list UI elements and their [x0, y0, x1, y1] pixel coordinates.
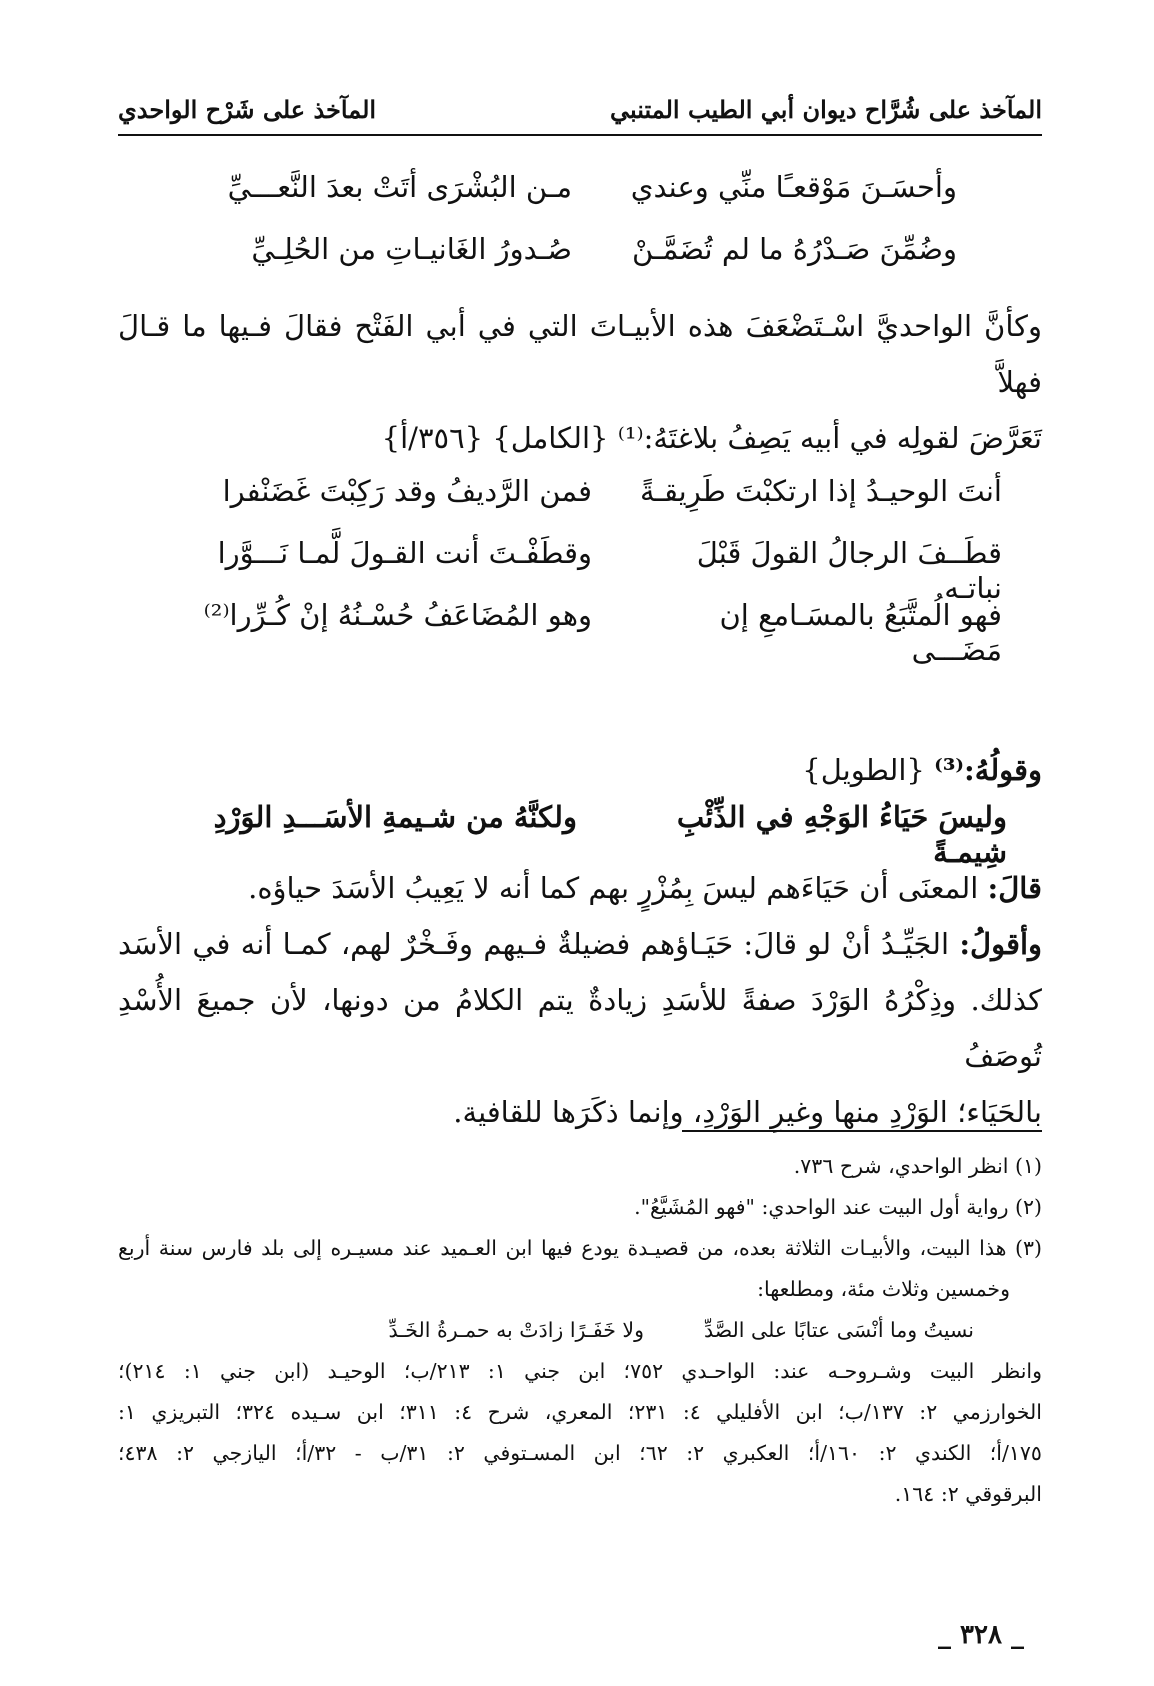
footnote-1: (١) انظر الواحدي، شرح ٧٣٦. [793, 1154, 1042, 1178]
footnote-verse [118, 1310, 1042, 1351]
footnote-verse-second: ولا خَفَـرًا زادَتْ به حمـرةُ الخَـدِّ [388, 1318, 644, 1342]
footnote-3-line: ١٧٥/أ؛ الكندي ٢: ١٦٠/أ؛ العكبري ٢: ٦٢؛ ابن المسـتوفي ٢: ٣١/ب - ٣٢/أ؛ اليازجي ٢: ٤٣٨؛ [118, 1441, 1042, 1465]
verse-hemistich-second: مـن البُشْرَى أتَتْ بعدَ النَّعـــيِّ [227, 170, 572, 204]
intro-label: وقولُهُ:⁽³⁾ [934, 753, 1042, 787]
verse-line [118, 598, 1002, 667]
verse-line [118, 170, 957, 232]
verse-line-tawil [118, 800, 1042, 869]
verse-hemistich-first: فهو الُمتَّبَعُ بالمسَـامعِ إن مَضَـــى [719, 598, 1002, 667]
paragraph-intro-kamil [118, 298, 1042, 466]
prose-line: وكأنَّ الواحديَّ اسْـتَضْعَفَ هذه الأبيـاتَ التي في أبي الفَتْح فقالَ فـيها ما قـالَ فهلاَّ [118, 309, 1042, 399]
verse-hemistich-first: وضُمِّنَ صَـدْرُهُ ما لم تُضَمَّـنْ [632, 232, 957, 266]
footnote-divider [682, 1130, 1042, 1132]
prose-line [118, 916, 1042, 972]
verse-hemistich-second: ولكنَّهُ من شـيمةِ الأسَـــدِ الوَرْدِ [213, 800, 577, 834]
footnote-3-line: الخوارزمي ٢: ١٣٧/ب؛ ابن الأفليلي ٤: ٢٣١؛ المعري، شرح ٤: ٣١١؛ ابن سـيده ٣٢٤؛ التبريزي ١: [118, 1400, 1042, 1424]
footnote-verse-first: نسيتُ وما أنْسَى عتابًا على الصَّدِّ [704, 1318, 974, 1342]
verse-group-top [118, 170, 1042, 294]
verse-hemistich-first: قطَــفَ الرجالُ القولَ قَبْلَ نباتـه [696, 536, 1002, 605]
verse-hemistich-first: وأحسَـنَ مَوْقعـًا منِّي وعندي [630, 170, 957, 204]
verse-line [118, 474, 1002, 536]
intro-tawil [118, 742, 1042, 798]
footnote-3-line: البرقوقي ٢: ١٦٤. [894, 1482, 1042, 1506]
footnote-3-line: وخمسين وثلاث مئة، ومطلعها: [757, 1277, 1010, 1301]
verse-line [118, 536, 1002, 605]
header-section-title: المآخذ على شَرْح الواحدي [118, 94, 377, 124]
footnote-list [118, 1146, 1042, 1515]
verse-hemistich-second: فمن الرَّديفُ وقد رَكِبْتَ غَضَنْفرا [222, 474, 592, 508]
verse-hemistich-first: وليسَ حَيَاءُ الوَجْهِ في الذِّئْبِ شِيمـةً [676, 800, 1007, 869]
verse-hemistich-first: أنتَ الوحيـدُ إذا ارتكبْتَ طَرِيقـةً [639, 474, 1002, 508]
prose-line: تَعَرَّضَ لقولِه في أبيه يَصِفُ بلاغتَهُ:⁽¹⁾ {الكامل} {٣٥٦/أ} [381, 421, 1042, 455]
footnotes [118, 1130, 1042, 1515]
footnote-2: (٢) رواية أول البيت عند الواحدي: "فهو المُشَيَّعُ". [634, 1195, 1042, 1219]
qala-label: قالَ: [987, 871, 1042, 905]
page-number: _ ٣٢٨ _ [937, 1620, 1024, 1650]
verse-hemistich-second: صُـدورُ الغَانيـاتِ من الحُلِـيِّ [251, 232, 572, 266]
verse-hemistich-second: وهو المُضَاعَفُ حُسْـنُهُ إنْ كُـرِّرا⁽²⁾ [203, 598, 592, 632]
qala-paragraph [118, 860, 1042, 916]
prose-line: كذلك. وذِكْرُهُ الوَرْدَ صفةً للأسَدِ زيادةٌ يتم الكلامُ من دونها، لأن جميعَ الأُسْدِ تُوصَفُ [118, 983, 1042, 1073]
running-header [118, 84, 1042, 136]
verse-group-kamil [118, 474, 1042, 667]
verse-hemistich-second: وقطَفْـتَ أنت القـولَ لَّمـا نَـــوَّرا [217, 536, 592, 570]
footnote-3-line: وانظر البيت وشـروحـه عند: الواحـدي ٧٥٢؛ ابن جني ١: ٢١٣/ب؛ الوحيـد (ابن جني ١: ٢١٤)؛ [118, 1359, 1042, 1383]
aqulu-text: الجَيِّـدُ أنْ لو قالَ: حَيَـاؤهم فضيلةٌ فـيهم وفَـخْرٌ لهم، كمـا أنه في الأسَد [118, 927, 950, 961]
prose-line: بالحَيَاء؛ الوَرْدِ منها وغيرِ الوَرْدِ، وإنما ذكَرَها للقافية. [453, 1095, 1042, 1129]
footnote-3-line: (٣) هذا البيت، والأبيـات الثلاثة بعده، من قصيـدة يودع فيها ابن العـميد عند مسيـره إلى بلد فارس سنة أربع [118, 1236, 1042, 1260]
aqulu-label: وأقولُ: [959, 927, 1043, 961]
aqulu-paragraph [118, 916, 1042, 1140]
meter-name: {الطويل} [802, 753, 925, 787]
qala-text: المعنَى أن حَيَاءَهم ليسَ بِمُزْرٍ بهم كما أنه لا يَعِيبُ الأسَدَ حياؤه. [248, 871, 979, 905]
verse-line [118, 232, 957, 294]
header-book-title: المآخذ على شُرَّاح ديوان أبي الطيب المتنبي [610, 94, 1042, 124]
main-text [118, 170, 1042, 1140]
